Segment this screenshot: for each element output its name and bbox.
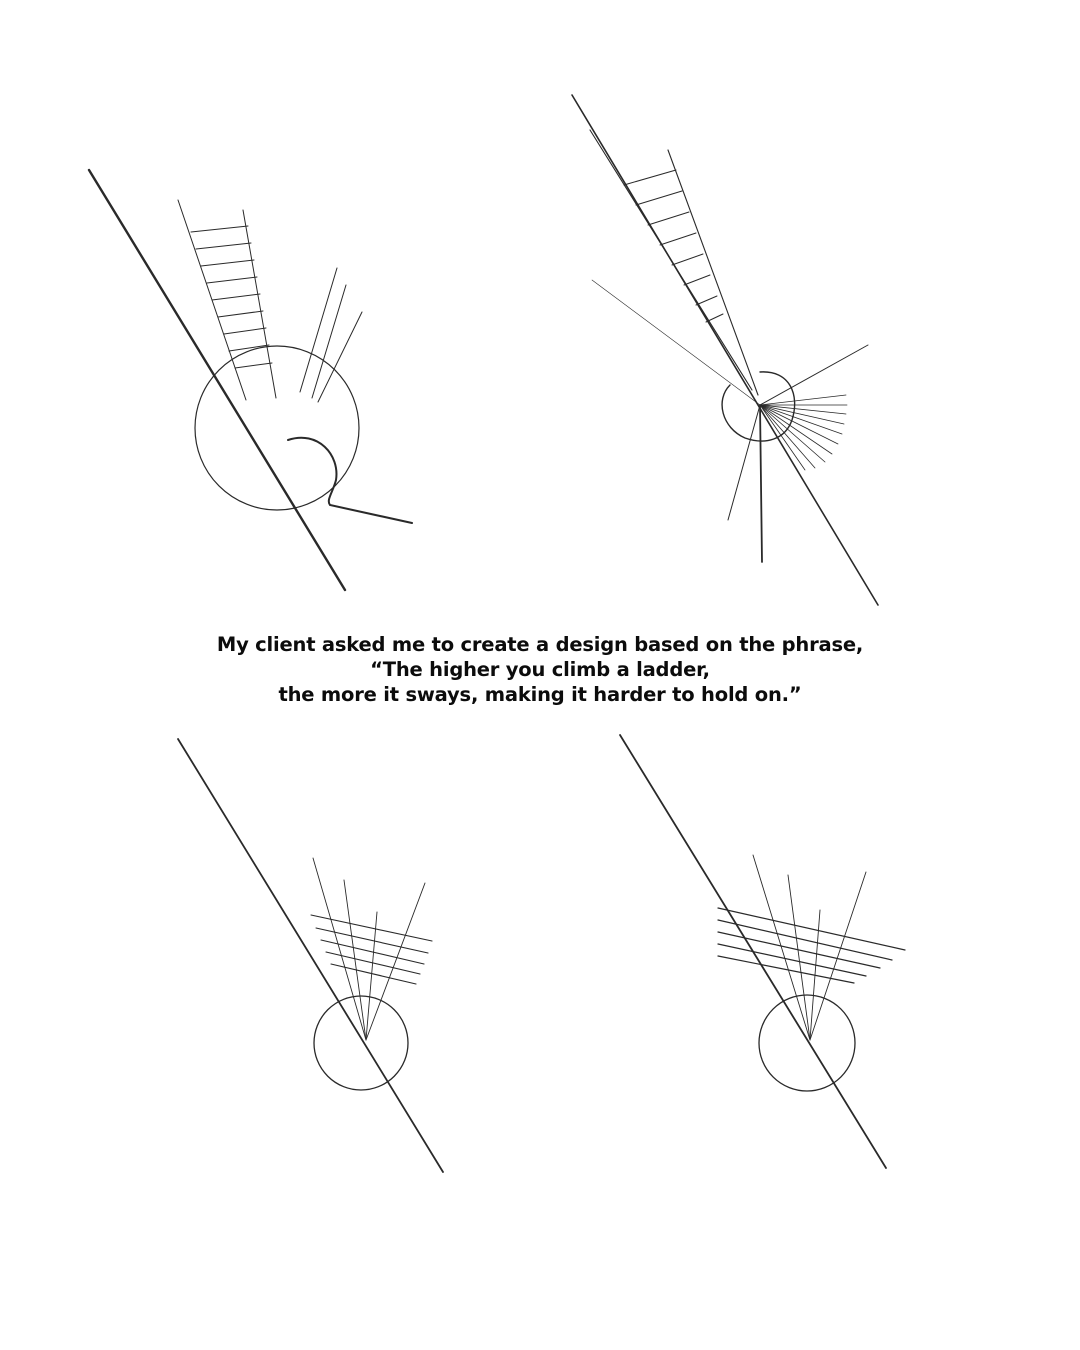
pencil-guide-line bbox=[592, 280, 760, 405]
ray-down-left bbox=[728, 405, 760, 520]
ray-down bbox=[760, 405, 762, 562]
main-diagonal-line bbox=[89, 170, 345, 590]
sketch-bottom-right bbox=[620, 735, 905, 1168]
ladder-rungs bbox=[624, 170, 723, 322]
sketch-bottom-left bbox=[178, 739, 443, 1172]
ray-lines bbox=[300, 268, 362, 402]
ray-long bbox=[760, 345, 868, 405]
ladder-rungs bbox=[718, 908, 905, 983]
caption bbox=[0, 632, 1080, 707]
caption-line-3: the more it sways, making it harder to hold on.” bbox=[278, 683, 802, 706]
ladder-rungs bbox=[191, 226, 272, 368]
sketch-top-right bbox=[572, 95, 878, 605]
ladder-rail-left bbox=[590, 130, 752, 390]
ladder-rail-right bbox=[243, 210, 276, 398]
ladder-rungs bbox=[311, 915, 432, 984]
hook-curve bbox=[288, 438, 412, 523]
sketch-top-left bbox=[89, 170, 412, 590]
circle bbox=[314, 996, 408, 1090]
fan-lines bbox=[760, 395, 847, 470]
main-diagonal-line bbox=[572, 95, 878, 605]
main-diagonal-line bbox=[178, 739, 443, 1172]
caption-line-2: “The higher you climb a ladder, bbox=[370, 658, 710, 681]
ladder-rail-right bbox=[668, 150, 758, 395]
caption-line-1: My client asked me to create a design based on the phrase, bbox=[216, 633, 864, 656]
circle bbox=[759, 995, 855, 1091]
